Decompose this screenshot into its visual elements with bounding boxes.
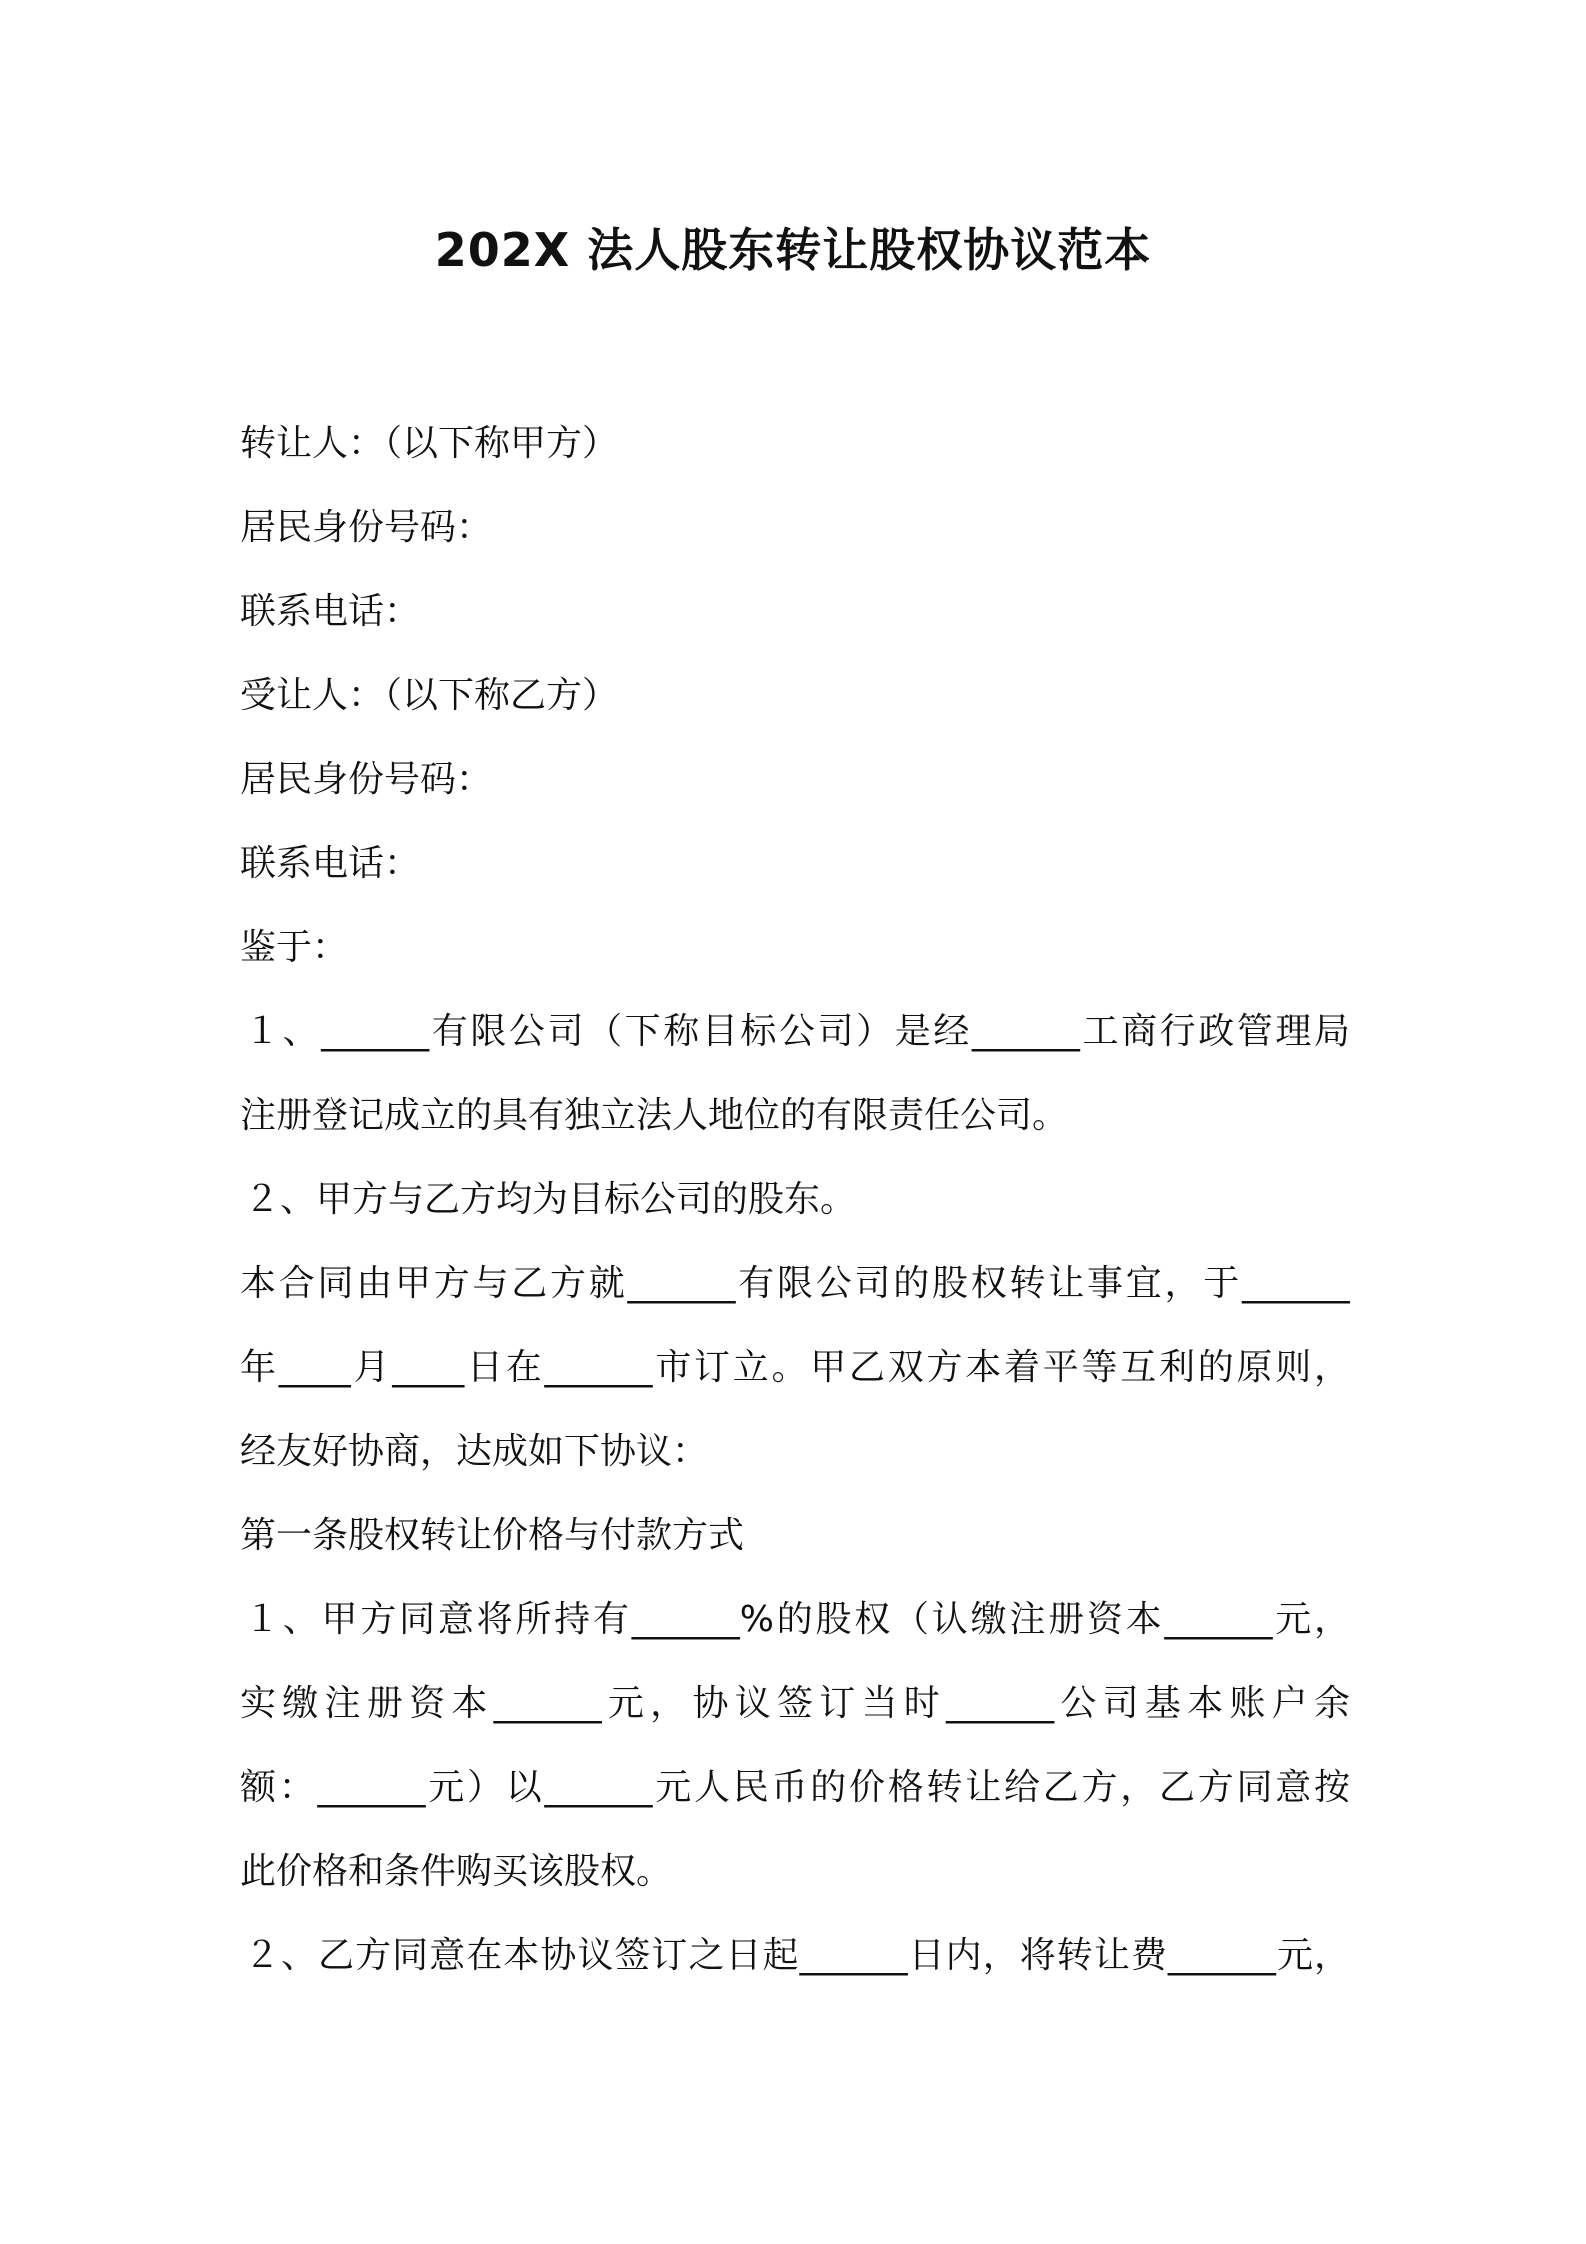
transferor-line: 转让人：（以下称甲方） [240, 423, 619, 464]
article-1-clause-1-line-3: 额：______元）以______元人民币的价格转让给乙方，乙方同意按 [240, 1767, 1350, 1808]
article-1-clause-1-line-4: 此价格和条件购买该股权。 [240, 1851, 673, 1892]
transferee-phone-line: 联系电话： [240, 843, 421, 884]
article-1-clause-1-line-1: １、甲方同意将所持有______%的股权（认缴注册资本______元， [244, 1599, 1350, 1640]
article-1-clause-2-line-1: ２、乙方同意在本协议签订之日起______日内，将转让费______元， [244, 1935, 1350, 1976]
contract-intro-line-1: 本合同由甲方与乙方就______有限公司的股权转让事宜，于______ [240, 1263, 1350, 1304]
document-body [240, 402, 1350, 1998]
transferee-line: 受让人：（以下称乙方） [240, 675, 619, 716]
contract-intro-line-3: 经友好协商，达成如下协议： [240, 1431, 709, 1472]
contract-intro-line-2: 年____月____日在______市订立。甲乙双方本着平等互利的原则， [240, 1347, 1350, 1388]
recital-1-line-1: １、______有限公司（下称目标公司）是经______工商行政管理局 [244, 1011, 1350, 1052]
transferor-id-line: 居民身份号码： [240, 507, 493, 548]
whereas-line: 鉴于： [240, 927, 349, 968]
article-1-clause-1-line-2: 实缴注册资本______元，协议签订当时______公司基本账户余 [240, 1683, 1350, 1724]
recital-1-line-2: 注册登记成立的具有独立法人地位的有限责任公司。 [240, 1095, 1069, 1136]
recital-2-line: ２、甲方与乙方均为目标公司的股东。 [244, 1179, 857, 1220]
transferor-phone-line: 联系电话： [240, 591, 421, 632]
article-1-heading: 第一条股权转让价格与付款方式 [240, 1515, 745, 1556]
document-title: 202X 法人股东转让股权协议范本 [434, 223, 1152, 277]
transferee-id-line: 居民身份号码： [240, 759, 493, 800]
